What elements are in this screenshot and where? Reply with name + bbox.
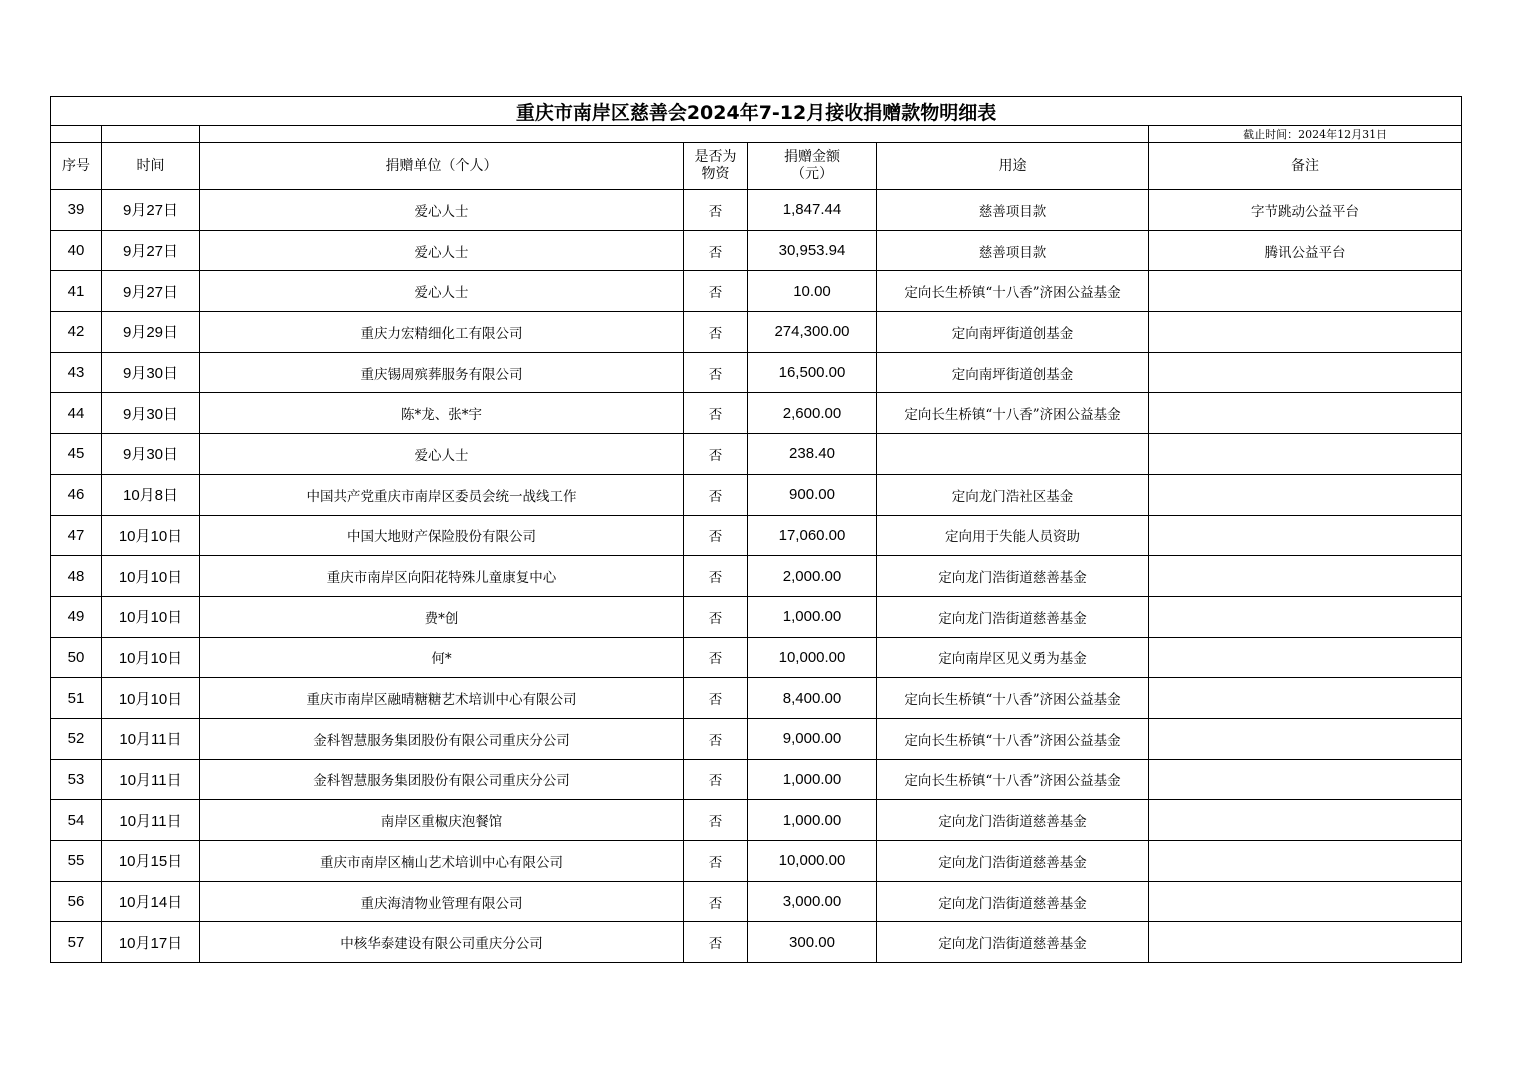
cell-time: 10月11日 <box>102 718 200 759</box>
title-row <box>51 97 1462 126</box>
cell-time: 10月15日 <box>102 841 200 882</box>
cell-purpose: 定向长生桥镇“十八香”济困公益基金 <box>877 393 1149 434</box>
cell-time: 10月11日 <box>102 800 200 841</box>
header-is-goods-line1: 是否为 <box>694 149 737 165</box>
cell-amount: 1,000.00 <box>748 759 877 800</box>
cell-seq: 40 <box>51 230 102 271</box>
cell-is-goods: 否 <box>684 556 748 597</box>
cell-note <box>1149 800 1462 841</box>
cell-seq: 57 <box>51 922 102 963</box>
cell-note: 字节跳动公益平台 <box>1149 190 1462 231</box>
blank-cell <box>102 126 200 143</box>
cell-time: 9月27日 <box>102 271 200 312</box>
cell-time: 10月17日 <box>102 922 200 963</box>
header-is-goods <box>684 143 748 190</box>
cell-seq: 47 <box>51 515 102 556</box>
cell-seq: 42 <box>51 312 102 353</box>
blank-cell <box>200 126 1149 143</box>
table-row <box>51 190 1462 231</box>
cell-is-goods: 否 <box>684 596 748 637</box>
cell-amount: 10.00 <box>748 271 877 312</box>
cell-donor: 金科智慧服务集团股份有限公司重庆分公司 <box>200 718 684 759</box>
cell-seq: 52 <box>51 718 102 759</box>
donation-table <box>50 96 1462 963</box>
table-row <box>51 312 1462 353</box>
cell-is-goods: 否 <box>684 312 748 353</box>
cell-time: 10月11日 <box>102 759 200 800</box>
cell-donor: 中核华泰建设有限公司重庆分公司 <box>200 922 684 963</box>
cell-note <box>1149 515 1462 556</box>
cell-note <box>1149 312 1462 353</box>
table-row <box>51 271 1462 312</box>
cell-time: 9月27日 <box>102 230 200 271</box>
cell-donor: 爱心人士 <box>200 190 684 231</box>
cell-note: 腾讯公益平台 <box>1149 230 1462 271</box>
cell-seq: 43 <box>51 352 102 393</box>
header-donor: 捐赠单位（个人） <box>200 143 684 190</box>
table-row <box>51 393 1462 434</box>
cell-time: 10月8日 <box>102 474 200 515</box>
cell-donor: 重庆市南岸区楠山艺术培训中心有限公司 <box>200 841 684 882</box>
cell-purpose: 慈善项目款 <box>877 230 1149 271</box>
cell-amount: 8,400.00 <box>748 678 877 719</box>
cell-amount: 900.00 <box>748 474 877 515</box>
cell-amount: 1,000.00 <box>748 596 877 637</box>
cell-amount: 10,000.00 <box>748 637 877 678</box>
cell-seq: 49 <box>51 596 102 637</box>
cell-is-goods: 否 <box>684 881 748 922</box>
cell-amount: 1,847.44 <box>748 190 877 231</box>
cutoff-row <box>51 126 1462 143</box>
cell-time: 10月10日 <box>102 596 200 637</box>
cell-seq: 48 <box>51 556 102 597</box>
cell-is-goods: 否 <box>684 678 748 719</box>
table-row <box>51 637 1462 678</box>
table-row <box>51 841 1462 882</box>
header-note: 备注 <box>1149 143 1462 190</box>
cell-purpose: 定向龙门浩街道慈善基金 <box>877 841 1149 882</box>
cell-is-goods: 否 <box>684 759 748 800</box>
cell-note <box>1149 718 1462 759</box>
cell-amount: 238.40 <box>748 434 877 475</box>
cell-donor: 何* <box>200 637 684 678</box>
cell-note <box>1149 352 1462 393</box>
cell-seq: 44 <box>51 393 102 434</box>
header-time: 时间 <box>102 143 200 190</box>
table-row <box>51 759 1462 800</box>
cell-donor: 重庆力宏精细化工有限公司 <box>200 312 684 353</box>
cell-seq: 39 <box>51 190 102 231</box>
cell-amount: 274,300.00 <box>748 312 877 353</box>
cell-purpose: 定向龙门浩街道慈善基金 <box>877 881 1149 922</box>
table-row <box>51 434 1462 475</box>
cell-amount: 2,600.00 <box>748 393 877 434</box>
cell-time: 10月10日 <box>102 637 200 678</box>
cell-donor: 重庆锡周殡葬服务有限公司 <box>200 352 684 393</box>
cell-donor: 费*创 <box>200 596 684 637</box>
table-row <box>51 881 1462 922</box>
cell-is-goods: 否 <box>684 230 748 271</box>
cell-seq: 56 <box>51 881 102 922</box>
table-title: 重庆市南岸区慈善会2024年7-12月接收捐赠款物明细表 <box>51 97 1462 126</box>
cell-note <box>1149 841 1462 882</box>
cell-amount: 2,000.00 <box>748 556 877 597</box>
cell-donor: 中国大地财产保险股份有限公司 <box>200 515 684 556</box>
cell-purpose: 慈善项目款 <box>877 190 1149 231</box>
cell-purpose: 定向长生桥镇“十八香”济困公益基金 <box>877 759 1149 800</box>
cell-is-goods: 否 <box>684 393 748 434</box>
header-is-goods-line2: 物资 <box>701 166 730 182</box>
cell-amount: 10,000.00 <box>748 841 877 882</box>
cell-note <box>1149 474 1462 515</box>
cell-is-goods: 否 <box>684 922 748 963</box>
table-row <box>51 515 1462 556</box>
cell-purpose: 定向龙门浩街道慈善基金 <box>877 596 1149 637</box>
cell-purpose: 定向南岸区见义勇为基金 <box>877 637 1149 678</box>
cell-note <box>1149 637 1462 678</box>
cell-seq: 54 <box>51 800 102 841</box>
cell-is-goods: 否 <box>684 190 748 231</box>
cell-donor: 爱心人士 <box>200 434 684 475</box>
cell-donor: 重庆海清物业管理有限公司 <box>200 881 684 922</box>
cell-note <box>1149 881 1462 922</box>
cutoff-date: 截止时间：2024年12月31日 <box>1149 126 1462 143</box>
cell-purpose: 定向用于失能人员资助 <box>877 515 1149 556</box>
cell-donor: 中国共产党重庆市南岸区委员会统一战线工作 <box>200 474 684 515</box>
cell-note <box>1149 434 1462 475</box>
cell-purpose: 定向龙门浩街道慈善基金 <box>877 556 1149 597</box>
header-amount-line2: （元） <box>791 166 833 182</box>
cell-amount: 16,500.00 <box>748 352 877 393</box>
cell-note <box>1149 393 1462 434</box>
table-row <box>51 922 1462 963</box>
header-amount <box>748 143 877 190</box>
cell-time: 9月29日 <box>102 312 200 353</box>
cell-note <box>1149 759 1462 800</box>
cell-purpose: 定向龙门浩社区基金 <box>877 474 1149 515</box>
cell-is-goods: 否 <box>684 271 748 312</box>
cell-seq: 50 <box>51 637 102 678</box>
cell-is-goods: 否 <box>684 474 748 515</box>
cell-seq: 51 <box>51 678 102 719</box>
table-row <box>51 474 1462 515</box>
cell-time: 9月27日 <box>102 190 200 231</box>
cell-purpose <box>877 434 1149 475</box>
cell-purpose: 定向龙门浩街道慈善基金 <box>877 800 1149 841</box>
cell-seq: 41 <box>51 271 102 312</box>
cell-amount: 9,000.00 <box>748 718 877 759</box>
cell-purpose: 定向长生桥镇“十八香”济困公益基金 <box>877 271 1149 312</box>
cell-note <box>1149 922 1462 963</box>
header-amount-line1: 捐赠金额 <box>784 149 840 165</box>
cell-time: 9月30日 <box>102 434 200 475</box>
cell-seq: 53 <box>51 759 102 800</box>
table-row <box>51 352 1462 393</box>
cell-note <box>1149 596 1462 637</box>
header-seq: 序号 <box>51 143 102 190</box>
header-purpose: 用途 <box>877 143 1149 190</box>
cell-note <box>1149 271 1462 312</box>
cell-time: 10月10日 <box>102 515 200 556</box>
table-row <box>51 556 1462 597</box>
cell-is-goods: 否 <box>684 434 748 475</box>
cell-donor: 爱心人士 <box>200 271 684 312</box>
cell-seq: 46 <box>51 474 102 515</box>
cell-donor: 金科智慧服务集团股份有限公司重庆分公司 <box>200 759 684 800</box>
cell-time: 10月10日 <box>102 556 200 597</box>
cell-is-goods: 否 <box>684 352 748 393</box>
cell-seq: 55 <box>51 841 102 882</box>
cell-donor: 重庆市南岸区向阳花特殊儿童康复中心 <box>200 556 684 597</box>
cell-is-goods: 否 <box>684 515 748 556</box>
cell-time: 10月14日 <box>102 881 200 922</box>
cell-is-goods: 否 <box>684 637 748 678</box>
table-row <box>51 800 1462 841</box>
table-row <box>51 678 1462 719</box>
cell-purpose: 定向长生桥镇“十八香”济困公益基金 <box>877 718 1149 759</box>
table-row <box>51 718 1462 759</box>
header-row <box>51 143 1462 190</box>
cell-donor: 陈*龙、张*宇 <box>200 393 684 434</box>
blank-cell <box>51 126 102 143</box>
cell-amount: 300.00 <box>748 922 877 963</box>
cell-purpose: 定向南坪街道创基金 <box>877 352 1149 393</box>
table-row <box>51 596 1462 637</box>
cell-donor: 南岸区重椒庆泡餐馆 <box>200 800 684 841</box>
cell-amount: 1,000.00 <box>748 800 877 841</box>
cell-seq: 45 <box>51 434 102 475</box>
cell-note <box>1149 678 1462 719</box>
table-row <box>51 230 1462 271</box>
cell-note <box>1149 556 1462 597</box>
cell-donor: 爱心人士 <box>200 230 684 271</box>
cell-donor: 重庆市南岸区融晴糖糖艺术培训中心有限公司 <box>200 678 684 719</box>
cell-is-goods: 否 <box>684 718 748 759</box>
cell-is-goods: 否 <box>684 800 748 841</box>
cell-amount: 17,060.00 <box>748 515 877 556</box>
cell-time: 9月30日 <box>102 393 200 434</box>
cell-purpose: 定向龙门浩街道慈善基金 <box>877 922 1149 963</box>
cell-is-goods: 否 <box>684 841 748 882</box>
cell-purpose: 定向南坪街道创基金 <box>877 312 1149 353</box>
cell-purpose: 定向长生桥镇“十八香”济困公益基金 <box>877 678 1149 719</box>
cell-time: 9月30日 <box>102 352 200 393</box>
cell-amount: 30,953.94 <box>748 230 877 271</box>
cell-amount: 3,000.00 <box>748 881 877 922</box>
cell-time: 10月10日 <box>102 678 200 719</box>
